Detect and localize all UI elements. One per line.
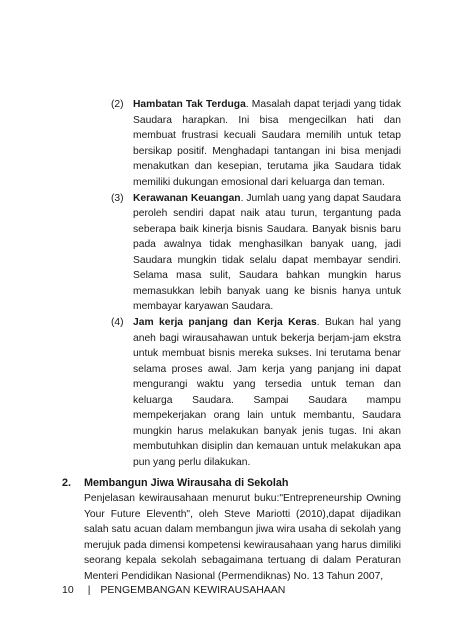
list-item-number: (3) xyxy=(111,192,124,204)
list-item-title: Hambatan Tak Terduga xyxy=(133,99,246,110)
list-item-title: Jam kerja panjang dan Kerja Keras xyxy=(133,317,317,328)
section-heading xyxy=(62,476,289,490)
section-paragraph: Penjelasan kewirausahaan menurut buku:"Entrepreneurship Owning Your Future Eleventh", oleh Steve Mariotti (2010),dapat dijadikan salah satu acuan dalam membangun jiwa wira usaha di sekolah yang merujuk pada dimensi kompetensi kewirausahaan yang harus dimiliki seorang kepala sekolah sebagaimana tertuang di dalam Peraturan Menteri Pendidikan Nasional (Permendiknas) No. 13 Tahun 2007, xyxy=(84,493,401,582)
list-item-text: . Masalah dapat terjadi yang tidak Saudara harapkan. Ini bisa mengecilkan hati dan membuat frustrasi kecuali Saudara memilih untuk tetap bersikap positif. Menghadapi tantangan ini bisa menjadi menakutkan dan kesepian, terutama jika Saudara tidak memiliki dukungan emosional dari keluarga dan teman. xyxy=(133,99,401,188)
footer-separator: | xyxy=(87,584,91,596)
list-item xyxy=(111,191,401,315)
numbered-list xyxy=(111,97,401,471)
running-title: PENGEMBANGAN KEWIRAUSAHAAN xyxy=(100,584,286,596)
page-footer xyxy=(62,583,285,597)
list-item-text: . Bukan hal yang aneh bagi wirausahawan untuk bekerja berjam-jam ekstra untuk membuat bisnis mereka sukses. Ini terutama benar selama proses awal. Jam kerja yang panjang ini dapat mengurangi waktu yang tersedia untuk teman dan keluarga Saudara. Sampai Saudara mampu mempekerjakan orang lain untuk membantu, Saudara mungkin harus melakukan banyak jenis tugas. Ini akan membutuhkan disiplin dan kemauan untuk melakukan apa pun yang perlu dilakukan. xyxy=(133,317,401,468)
list-item-text: . Jumlah uang yang dapat Saudara peroleh sendiri dapat naik atau turun, tergantung pada seberapa baik kinerja bisnis Saudara. Banyak bisnis baru pada awalnya tidak menghasilkan banyak uang, jadi Saudara mungkin tidak selalu dapat membayar sendiri. Selama masa sulit, Saudara bahkan mungkin harus memasukkan lebih banyak uang ke bisnis hanya untuk membayar karyawan Saudara. xyxy=(133,192,402,312)
list-item xyxy=(111,97,401,190)
section-title: Membangun Jiwa Wirausaha di Sekolah xyxy=(84,477,289,489)
list-item-title: Kerawanan Keuangan xyxy=(133,192,241,204)
section-number: 2. xyxy=(62,477,72,489)
list-item xyxy=(111,315,401,470)
list-item-number: (4) xyxy=(111,317,124,328)
list-item-number: (2) xyxy=(111,99,124,110)
page-number: 10 xyxy=(62,584,74,596)
